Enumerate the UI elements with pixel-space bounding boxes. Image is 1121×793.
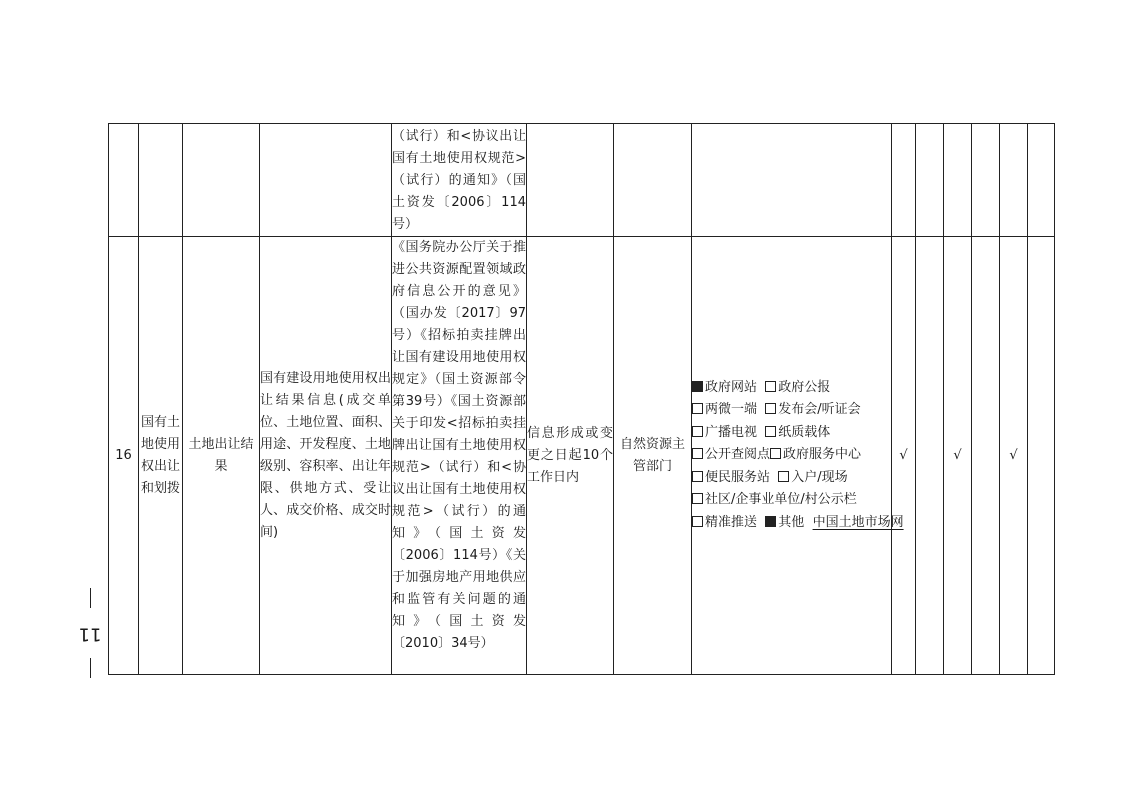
channel-door-to-door: 入户/现场	[791, 469, 848, 485]
cell-col-10	[916, 237, 944, 675]
cell-time-limit	[527, 124, 614, 237]
cell-col-13	[1000, 124, 1028, 237]
cell-item	[183, 124, 260, 237]
cell-basis	[392, 237, 527, 675]
page-number-text: 11	[78, 623, 102, 644]
channel-bulletin-board: 社区/企事业单位/村公示栏	[705, 492, 857, 508]
checkbox-unchecked-icon	[765, 381, 776, 392]
disclosure-table	[108, 123, 1055, 675]
checkbox-checked-icon	[765, 516, 776, 527]
cell-col-14	[1028, 124, 1055, 237]
cell-col-12	[972, 237, 1000, 675]
table-row-continued	[109, 124, 1055, 237]
checkbox-unchecked-icon	[692, 426, 703, 437]
cell-col-14	[1028, 237, 1055, 675]
channel-line-7	[692, 512, 904, 535]
department-text: 自然资源主管部门	[619, 436, 685, 474]
checkbox-unchecked-icon	[692, 448, 703, 459]
checkbox-unchecked-icon	[692, 403, 703, 414]
channel-press-conference: 发布会/听证会	[778, 402, 861, 418]
cell-index	[109, 124, 139, 237]
cell-tick-3: √	[1000, 237, 1028, 675]
channel-public-reading: 公开查阅点	[705, 447, 771, 463]
cell-col-12	[972, 124, 1000, 237]
channel-line-2	[692, 399, 891, 422]
cell-content	[260, 124, 392, 237]
channel-gov-website: 政府网站	[705, 379, 758, 395]
channel-gov-gazette: 政府公报	[778, 379, 831, 395]
item-text: 土地出让结果	[188, 436, 254, 474]
channel-line-4	[692, 444, 891, 467]
cell-category	[139, 124, 183, 237]
channel-other: 其他	[778, 514, 805, 530]
channel-radio-tv: 广播电视	[705, 424, 758, 440]
channel-line-3	[692, 422, 891, 445]
category-text: 国有土地使用权出让和划拨	[140, 414, 180, 496]
page-number-dash-top	[90, 588, 91, 608]
checkbox-unchecked-icon	[692, 471, 703, 482]
cell-col-10	[916, 124, 944, 237]
channel-gov-service-center: 政府服务中心	[783, 447, 862, 463]
channel-paper-media: 纸质载体	[778, 424, 831, 440]
page-number	[78, 588, 102, 678]
cell-tick-1: √	[892, 237, 916, 675]
channel-convenience-station: 便民服务站	[705, 469, 771, 485]
channel-line-6	[692, 489, 891, 512]
cell-tick-2: √	[944, 237, 972, 675]
cell-channels	[692, 124, 892, 237]
channel-line-1	[692, 377, 891, 400]
checkbox-unchecked-icon	[770, 448, 781, 459]
cell-channels	[692, 237, 904, 675]
channel-precise-push: 精准推送	[705, 514, 758, 530]
cell-time-limit	[527, 237, 614, 675]
time-limit-text: 信息形成或变更之日起10个工作日内	[527, 425, 613, 485]
channel-line-5	[692, 467, 891, 490]
checkbox-unchecked-icon	[765, 426, 776, 437]
cell-col-11	[944, 124, 972, 237]
table-row-16	[109, 237, 1055, 675]
basis-text: （试行）和<协议出让国有土地使用权规范>（试行）的通知》（国土资发〔2006〕114号）	[392, 129, 526, 232]
content-text: 国有建设用地使用权出让结果信息(成交单位、土地位置、面积、用途、开发程度、土地级别、容积率、出让年限、供地方式、受让人、成交价格、成交时间)	[260, 370, 391, 540]
channel-other-value: 中国土地市场网	[812, 514, 904, 530]
cell-category	[139, 237, 183, 675]
checkbox-checked-icon	[692, 381, 703, 392]
cell-col-9	[892, 124, 916, 237]
cell-item	[183, 237, 260, 675]
checkbox-unchecked-icon	[765, 403, 776, 414]
cell-basis	[392, 124, 527, 237]
cell-department	[614, 237, 692, 675]
checkbox-unchecked-icon	[692, 493, 703, 504]
basis-text: 《国务院办公厅关于推进公共资源配置领域政府信息公开的意见》（国办发〔2017〕97号）《招标拍卖挂牌出让国有建设用地使用权规定》（国土资源部令第39号）《国土资源部关于印发<招标拍卖挂牌出让国有土地使用权规范>（试行）和<协议出让国有土地使用权规范>（试行）的通知》（国土资发〔2006〕114号）《关于加强房地产用地供应和监管有关问题的通知》（国土资发〔2010〕34号）	[392, 240, 526, 651]
page-number-dash-bottom	[90, 658, 91, 678]
channel-two-micro-one-app: 两微一端	[705, 402, 758, 418]
checkbox-unchecked-icon	[778, 471, 789, 482]
cell-department	[614, 124, 692, 237]
cell-content	[260, 237, 392, 675]
checkbox-unchecked-icon	[692, 516, 703, 527]
cell-index: 16	[109, 237, 139, 675]
